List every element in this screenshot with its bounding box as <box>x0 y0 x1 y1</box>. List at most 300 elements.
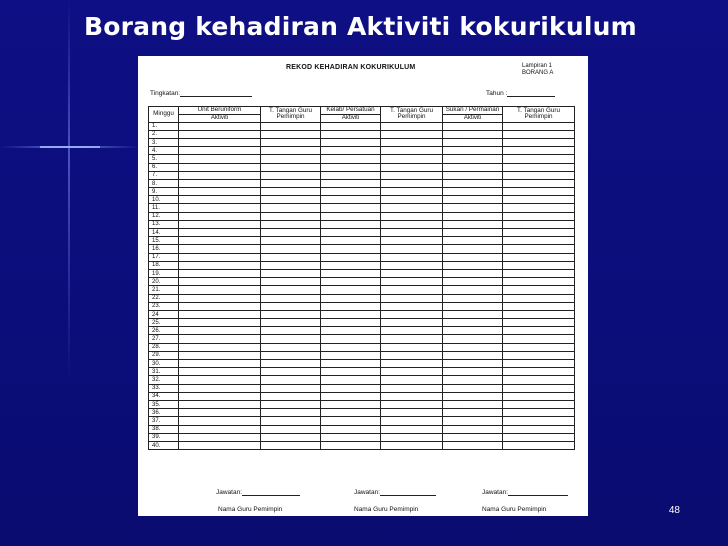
attendance-cell <box>381 237 443 245</box>
table-row <box>149 343 575 351</box>
table-row <box>149 261 575 269</box>
attendance-cell <box>443 335 503 343</box>
table-row <box>149 130 575 138</box>
attendance-cell <box>503 261 575 269</box>
attendance-cell <box>321 343 381 351</box>
table-row <box>149 433 575 441</box>
attendance-cell <box>381 302 443 310</box>
attendance-cell <box>261 212 321 220</box>
table-row <box>149 417 575 425</box>
attendance-cell <box>503 327 575 335</box>
attendance-cell <box>179 278 261 286</box>
lampiran-label <box>522 63 553 77</box>
table-row <box>149 138 575 146</box>
jawatan-field-1: Jawatan: <box>216 489 300 496</box>
attendance-cell <box>443 343 503 351</box>
attendance-cell <box>381 368 443 376</box>
attendance-cell <box>443 310 503 318</box>
attendance-cell <box>321 147 381 155</box>
attendance-cell <box>261 425 321 433</box>
table-row <box>149 245 575 253</box>
week-number: 31. <box>149 368 179 376</box>
table-row <box>149 384 575 392</box>
attendance-cell <box>503 245 575 253</box>
table-row <box>149 441 575 449</box>
attendance-cell <box>321 188 381 196</box>
attendance-cell <box>381 147 443 155</box>
attendance-cell <box>261 376 321 384</box>
attendance-cell <box>261 319 321 327</box>
attendance-cell <box>443 392 503 400</box>
attendance-cell <box>381 163 443 171</box>
attendance-cell <box>381 294 443 302</box>
attendance-cell <box>503 335 575 343</box>
week-number: 13. <box>149 220 179 228</box>
table-row <box>149 171 575 179</box>
jawatan-field-2: Jawatan: <box>354 489 436 496</box>
decorative-cross-highlight <box>40 146 100 148</box>
attendance-cell <box>321 335 381 343</box>
attendance-cell <box>321 400 381 408</box>
table-row <box>149 409 575 417</box>
attendance-cell <box>381 188 443 196</box>
attendance-cell <box>179 376 261 384</box>
attendance-cell <box>381 400 443 408</box>
week-number: 27. <box>149 335 179 343</box>
table-row <box>149 212 575 220</box>
table-row <box>149 163 575 171</box>
attendance-cell <box>179 204 261 212</box>
attendance-cell <box>443 220 503 228</box>
attendance-cell <box>443 196 503 204</box>
attendance-cell <box>179 147 261 155</box>
week-number: 25. <box>149 319 179 327</box>
nama-guru-2: Nama Guru Pemimpin <box>354 506 419 513</box>
attendance-cell <box>261 188 321 196</box>
table-row <box>149 392 575 400</box>
attendance-cell <box>261 384 321 392</box>
attendance-cell <box>321 433 381 441</box>
attendance-cell <box>503 392 575 400</box>
week-number: 4. <box>149 147 179 155</box>
attendance-cell <box>179 351 261 359</box>
attendance-cell <box>443 302 503 310</box>
attendance-cell <box>503 163 575 171</box>
attendance-cell <box>503 130 575 138</box>
week-number: 30. <box>149 360 179 368</box>
attendance-cell <box>261 327 321 335</box>
attendance-cell <box>321 212 381 220</box>
attendance-cell <box>321 351 381 359</box>
attendance-cell <box>261 433 321 441</box>
attendance-cell <box>443 409 503 417</box>
week-number: 22. <box>149 294 179 302</box>
attendance-cell <box>261 122 321 130</box>
attendance-cell <box>179 188 261 196</box>
header-unit-beruniform: Unit Beruniform <box>179 107 261 115</box>
attendance-cell <box>261 360 321 368</box>
attendance-cell <box>443 155 503 163</box>
week-number: 33. <box>149 384 179 392</box>
attendance-cell <box>261 163 321 171</box>
attendance-cell <box>179 441 261 449</box>
attendance-cell <box>261 302 321 310</box>
week-number: 28. <box>149 343 179 351</box>
attendance-cell <box>321 163 381 171</box>
attendance-cell <box>321 155 381 163</box>
attendance-cell <box>503 433 575 441</box>
attendance-cell <box>261 138 321 146</box>
tahun-label: Tahun : <box>486 90 508 97</box>
week-number: 39. <box>149 433 179 441</box>
attendance-cell <box>179 229 261 237</box>
attendance-cell <box>321 286 381 294</box>
header-tandatangan-3: T. Tangan Guru Pemimpin <box>503 107 575 123</box>
attendance-cell <box>381 261 443 269</box>
attendance-cell <box>443 204 503 212</box>
attendance-cell <box>179 310 261 318</box>
attendance-cell <box>503 409 575 417</box>
attendance-cell <box>443 294 503 302</box>
week-number: 11. <box>149 204 179 212</box>
table-row <box>149 278 575 286</box>
week-number: 18. <box>149 261 179 269</box>
attendance-cell <box>443 245 503 253</box>
attendance-cell <box>261 294 321 302</box>
attendance-cell <box>503 269 575 277</box>
attendance-cell <box>321 376 381 384</box>
lampiran-line-2: BORANG A <box>522 70 554 76</box>
attendance-cell <box>503 229 575 237</box>
attendance-cell <box>261 286 321 294</box>
attendance-cell <box>179 343 261 351</box>
table-row <box>149 360 575 368</box>
table-row <box>149 188 575 196</box>
attendance-cell <box>179 269 261 277</box>
week-number: 12. <box>149 212 179 220</box>
table-row <box>149 319 575 327</box>
attendance-cell <box>321 278 381 286</box>
attendance-cell <box>261 130 321 138</box>
attendance-cell <box>443 163 503 171</box>
attendance-cell <box>261 343 321 351</box>
attendance-cell <box>179 253 261 261</box>
attendance-cell <box>503 278 575 286</box>
attendance-cell <box>443 319 503 327</box>
attendance-cell <box>503 138 575 146</box>
attendance-cell <box>321 409 381 417</box>
table-row <box>149 302 575 310</box>
attendance-cell <box>443 417 503 425</box>
header-kelab-persatuan: Kelab/ Persatuan <box>321 107 381 115</box>
week-number: 15. <box>149 237 179 245</box>
attendance-cell <box>503 188 575 196</box>
attendance-cell <box>381 392 443 400</box>
tahun-field <box>486 90 555 97</box>
attendance-cell <box>321 204 381 212</box>
attendance-cell <box>321 310 381 318</box>
attendance-cell <box>261 269 321 277</box>
attendance-cell <box>261 261 321 269</box>
attendance-cell <box>381 327 443 335</box>
week-number: 19. <box>149 269 179 277</box>
attendance-cell <box>321 237 381 245</box>
decorative-vertical-line <box>68 0 70 546</box>
minggu-header: Minggu <box>149 107 179 123</box>
attendance-cell <box>503 204 575 212</box>
attendance-cell <box>381 204 443 212</box>
table-row <box>149 147 575 155</box>
attendance-cell <box>381 425 443 433</box>
attendance-cell <box>179 122 261 130</box>
table-row <box>149 368 575 376</box>
attendance-cell <box>179 286 261 294</box>
attendance-cell <box>321 360 381 368</box>
attendance-cell <box>381 278 443 286</box>
attendance-cell <box>321 294 381 302</box>
attendance-cell <box>503 400 575 408</box>
attendance-cell <box>443 278 503 286</box>
attendance-cell <box>503 376 575 384</box>
week-number: 24 <box>149 310 179 318</box>
table-row <box>149 179 575 187</box>
week-number: 29. <box>149 351 179 359</box>
attendance-cell <box>179 245 261 253</box>
attendance-cell <box>443 130 503 138</box>
attendance-cell <box>381 351 443 359</box>
attendance-cell <box>443 376 503 384</box>
attendance-cell <box>381 310 443 318</box>
attendance-cell <box>321 319 381 327</box>
tingkatan-label: Tingkatan: <box>150 90 181 97</box>
week-number: 3. <box>149 138 179 146</box>
attendance-table <box>148 106 575 450</box>
attendance-cell <box>381 335 443 343</box>
attendance-cell <box>179 368 261 376</box>
attendance-cell <box>179 384 261 392</box>
attendance-cell <box>381 245 443 253</box>
attendance-cell <box>179 220 261 228</box>
table-row <box>149 122 575 130</box>
attendance-cell <box>261 310 321 318</box>
attendance-cell <box>321 220 381 228</box>
table-row <box>149 376 575 384</box>
attendance-cell <box>261 171 321 179</box>
attendance-cell <box>503 310 575 318</box>
attendance-cell <box>503 343 575 351</box>
table-row <box>149 286 575 294</box>
attendance-cell <box>179 196 261 204</box>
attendance-cell <box>261 220 321 228</box>
week-number: 16. <box>149 245 179 253</box>
attendance-cell <box>443 433 503 441</box>
attendance-cell <box>321 122 381 130</box>
attendance-cell <box>503 196 575 204</box>
tingkatan-blank <box>180 96 252 97</box>
attendance-cell <box>443 171 503 179</box>
jawatan-field-3: Jawatan: <box>482 489 568 496</box>
attendance-cell <box>381 286 443 294</box>
attendance-cell <box>503 155 575 163</box>
attendance-cell <box>321 138 381 146</box>
table-row <box>149 229 575 237</box>
attendance-cell <box>261 368 321 376</box>
attendance-cell <box>503 253 575 261</box>
attendance-cell <box>503 425 575 433</box>
attendance-cell <box>443 360 503 368</box>
attendance-cell <box>179 138 261 146</box>
attendance-cell <box>503 171 575 179</box>
attendance-cell <box>321 327 381 335</box>
week-number: 34. <box>149 392 179 400</box>
attendance-cell <box>179 409 261 417</box>
attendance-cell <box>503 302 575 310</box>
table-row <box>149 294 575 302</box>
attendance-cell <box>443 138 503 146</box>
attendance-cell <box>261 245 321 253</box>
attendance-cell <box>261 409 321 417</box>
attendance-cell <box>381 155 443 163</box>
attendance-cell <box>179 155 261 163</box>
attendance-cell <box>443 384 503 392</box>
attendance-cell <box>381 253 443 261</box>
week-number: 20. <box>149 278 179 286</box>
attendance-cell <box>503 360 575 368</box>
attendance-cell <box>321 392 381 400</box>
attendance-cell <box>381 433 443 441</box>
attendance-cell <box>503 384 575 392</box>
attendance-cell <box>381 360 443 368</box>
attendance-cell <box>443 229 503 237</box>
attendance-cell <box>261 204 321 212</box>
nama-guru-1: Nama Guru Pemimpin <box>218 506 283 513</box>
table-row <box>149 269 575 277</box>
attendance-cell <box>321 384 381 392</box>
header-tandatangan-1: T. Tangan Guru Pemimpin <box>261 107 321 123</box>
attendance-cell <box>381 179 443 187</box>
attendance-cell <box>321 245 381 253</box>
attendance-cell <box>381 319 443 327</box>
attendance-cell <box>179 392 261 400</box>
attendance-cell <box>503 294 575 302</box>
attendance-cell <box>443 261 503 269</box>
attendance-cell <box>261 441 321 449</box>
attendance-cell <box>261 179 321 187</box>
attendance-cell <box>179 171 261 179</box>
attendance-cell <box>261 229 321 237</box>
aktiviti-subheader-3: Aktiviti <box>443 114 503 122</box>
attendance-cell <box>503 368 575 376</box>
attendance-cell <box>443 351 503 359</box>
attendance-cell <box>381 409 443 417</box>
week-number: 14. <box>149 229 179 237</box>
week-number: 1. <box>149 122 179 130</box>
attendance-cell <box>443 425 503 433</box>
week-number: 17. <box>149 253 179 261</box>
attendance-cell <box>179 212 261 220</box>
attendance-cell <box>503 319 575 327</box>
attendance-cell <box>381 130 443 138</box>
attendance-cell <box>443 327 503 335</box>
attendance-cell <box>443 122 503 130</box>
attendance-cell <box>261 237 321 245</box>
aktiviti-subheader-2: Aktiviti <box>321 114 381 122</box>
attendance-cell <box>443 212 503 220</box>
attendance-cell <box>381 441 443 449</box>
attendance-cell <box>503 286 575 294</box>
week-number: 5. <box>149 155 179 163</box>
attendance-cell <box>321 269 381 277</box>
week-number: 6. <box>149 163 179 171</box>
header-sukan-permainan: Sukan / Permainan <box>443 107 503 115</box>
attendance-cell <box>321 130 381 138</box>
attendance-cell <box>179 261 261 269</box>
attendance-cell <box>503 179 575 187</box>
attendance-cell <box>381 171 443 179</box>
week-number: 23. <box>149 302 179 310</box>
week-number: 38. <box>149 425 179 433</box>
attendance-cell <box>261 196 321 204</box>
attendance-cell <box>443 368 503 376</box>
attendance-cell <box>261 351 321 359</box>
attendance-cell <box>503 212 575 220</box>
attendance-cell <box>381 417 443 425</box>
week-number: 2. <box>149 130 179 138</box>
attendance-cell <box>321 253 381 261</box>
week-number: 7. <box>149 171 179 179</box>
attendance-cell <box>179 237 261 245</box>
attendance-cell <box>261 253 321 261</box>
table-row <box>149 204 575 212</box>
attendance-cell <box>381 229 443 237</box>
attendance-cell <box>179 433 261 441</box>
attendance-cell <box>321 368 381 376</box>
table-row <box>149 310 575 318</box>
week-number: 36. <box>149 409 179 417</box>
attendance-cell <box>503 220 575 228</box>
slide-number: 48 <box>668 505 680 516</box>
attendance-cell <box>381 269 443 277</box>
attendance-cell <box>179 302 261 310</box>
form-title: REKOD KEHADIRAN KOKURIKULUM <box>286 64 416 71</box>
attendance-cell <box>443 188 503 196</box>
attendance-cell <box>381 138 443 146</box>
attendance-cell <box>261 147 321 155</box>
table-row <box>149 425 575 433</box>
week-number: 40. <box>149 441 179 449</box>
attendance-cell <box>443 441 503 449</box>
attendance-cell <box>381 122 443 130</box>
attendance-cell <box>179 327 261 335</box>
week-number: 21. <box>149 286 179 294</box>
week-number: 37. <box>149 417 179 425</box>
attendance-cell <box>381 376 443 384</box>
table-row <box>149 400 575 408</box>
tingkatan-field <box>150 90 252 97</box>
attendance-cell <box>503 417 575 425</box>
attendance-cell <box>321 441 381 449</box>
attendance-cell <box>261 335 321 343</box>
attendance-cell <box>179 294 261 302</box>
aktiviti-subheader-1: Aktiviti <box>179 114 261 122</box>
week-number: 35. <box>149 400 179 408</box>
attendance-cell <box>261 392 321 400</box>
table-row <box>149 237 575 245</box>
attendance-cell <box>443 269 503 277</box>
attendance-cell <box>443 286 503 294</box>
attendance-cell <box>443 237 503 245</box>
table-row <box>149 351 575 359</box>
